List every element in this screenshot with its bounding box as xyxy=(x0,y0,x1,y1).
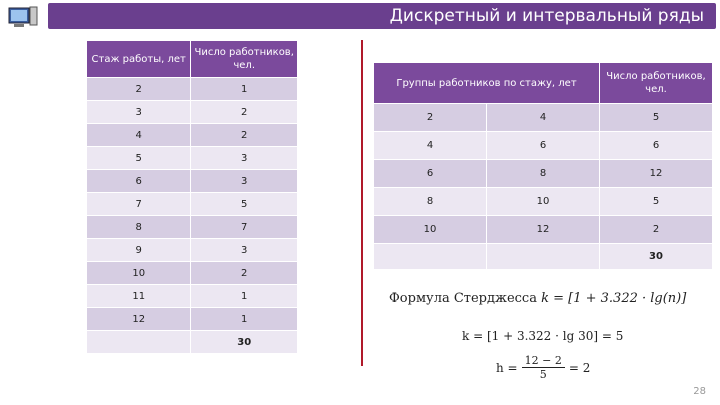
table-cell: 1 xyxy=(191,308,298,331)
table-row xyxy=(374,160,713,188)
h-numerator: 12 − 2 xyxy=(522,354,565,368)
table-cell: 12 xyxy=(487,216,600,244)
table-cell: 9 xyxy=(87,239,191,262)
table-cell: 3 xyxy=(191,170,298,193)
table-cell: 2 xyxy=(191,124,298,147)
table-cell: 3 xyxy=(87,101,191,124)
interval-series-table xyxy=(373,62,713,270)
table-row xyxy=(87,216,298,239)
total-value: 30 xyxy=(191,331,298,354)
table-cell: 7 xyxy=(87,193,191,216)
table-row xyxy=(87,78,298,101)
table-cell: 3 xyxy=(191,239,298,262)
table-cell: 11 xyxy=(87,285,191,308)
table-cell: 6 xyxy=(87,170,191,193)
table-cell: 1 xyxy=(191,285,298,308)
table-cell: 10 xyxy=(487,188,600,216)
h-calculation xyxy=(496,354,590,381)
table-cell: 2 xyxy=(600,216,713,244)
empty-cell xyxy=(487,244,600,270)
table-row xyxy=(87,193,298,216)
table-cell: 2 xyxy=(374,104,487,132)
table-cell: 3 xyxy=(191,147,298,170)
table-cell: 2 xyxy=(191,262,298,285)
total-row xyxy=(374,244,713,270)
empty-cell xyxy=(374,244,487,270)
sturges-label: Формула Стерджесса xyxy=(389,291,537,306)
total-value: 30 xyxy=(600,244,713,270)
table-cell: 6 xyxy=(374,160,487,188)
column-header: Число работников, чел. xyxy=(600,63,713,104)
table-cell: 6 xyxy=(600,132,713,160)
table-cell: 8 xyxy=(487,160,600,188)
table-row xyxy=(87,147,298,170)
table-row xyxy=(87,124,298,147)
table-cell: 10 xyxy=(87,262,191,285)
table-cell: 8 xyxy=(374,188,487,216)
divider-line xyxy=(361,40,363,366)
table-cell: 8 xyxy=(87,216,191,239)
table-row xyxy=(87,239,298,262)
table-cell: 4 xyxy=(374,132,487,160)
table-row xyxy=(87,308,298,331)
h-right: = 2 xyxy=(568,360,591,375)
empty-cell xyxy=(87,331,191,354)
title-bar xyxy=(48,3,716,29)
table-cell: 12 xyxy=(87,308,191,331)
table-row xyxy=(87,285,298,308)
table-cell: 5 xyxy=(191,193,298,216)
table-row xyxy=(87,170,298,193)
table-row xyxy=(374,216,713,244)
table-cell: 5 xyxy=(600,188,713,216)
page-title: Дискретный и интервальный ряды xyxy=(389,6,704,26)
h-denominator: 5 xyxy=(539,368,547,381)
sturges-expression: k = [1 + 3.322 · lg(n)] xyxy=(541,291,687,306)
h-left: h = xyxy=(496,360,518,375)
table-cell: 7 xyxy=(191,216,298,239)
column-header: Стаж работы, лет xyxy=(87,41,191,78)
table-cell: 2 xyxy=(87,78,191,101)
table-cell: 10 xyxy=(374,216,487,244)
column-header: Группы работников по стажу, лет xyxy=(374,63,600,104)
table-row xyxy=(87,262,298,285)
column-header: Число работников, чел. xyxy=(191,41,298,78)
table-cell: 5 xyxy=(600,104,713,132)
table-row xyxy=(87,101,298,124)
table-row xyxy=(374,132,713,160)
table-row xyxy=(374,188,713,216)
computer-icon xyxy=(8,5,38,29)
h-fraction xyxy=(522,354,565,381)
table-cell: 2 xyxy=(191,101,298,124)
k-calculation: k = [1 + 3.322 · lg 30] = 5 xyxy=(462,329,624,343)
page-number: 28 xyxy=(693,386,706,397)
table-cell: 1 xyxy=(191,78,298,101)
table-cell: 5 xyxy=(87,147,191,170)
sturges-formula xyxy=(389,291,686,306)
table-cell: 4 xyxy=(487,104,600,132)
table-cell: 4 xyxy=(87,124,191,147)
discrete-series-table xyxy=(86,40,298,354)
table-cell: 12 xyxy=(600,160,713,188)
table-cell: 6 xyxy=(487,132,600,160)
total-row xyxy=(87,331,298,354)
table-row xyxy=(374,104,713,132)
